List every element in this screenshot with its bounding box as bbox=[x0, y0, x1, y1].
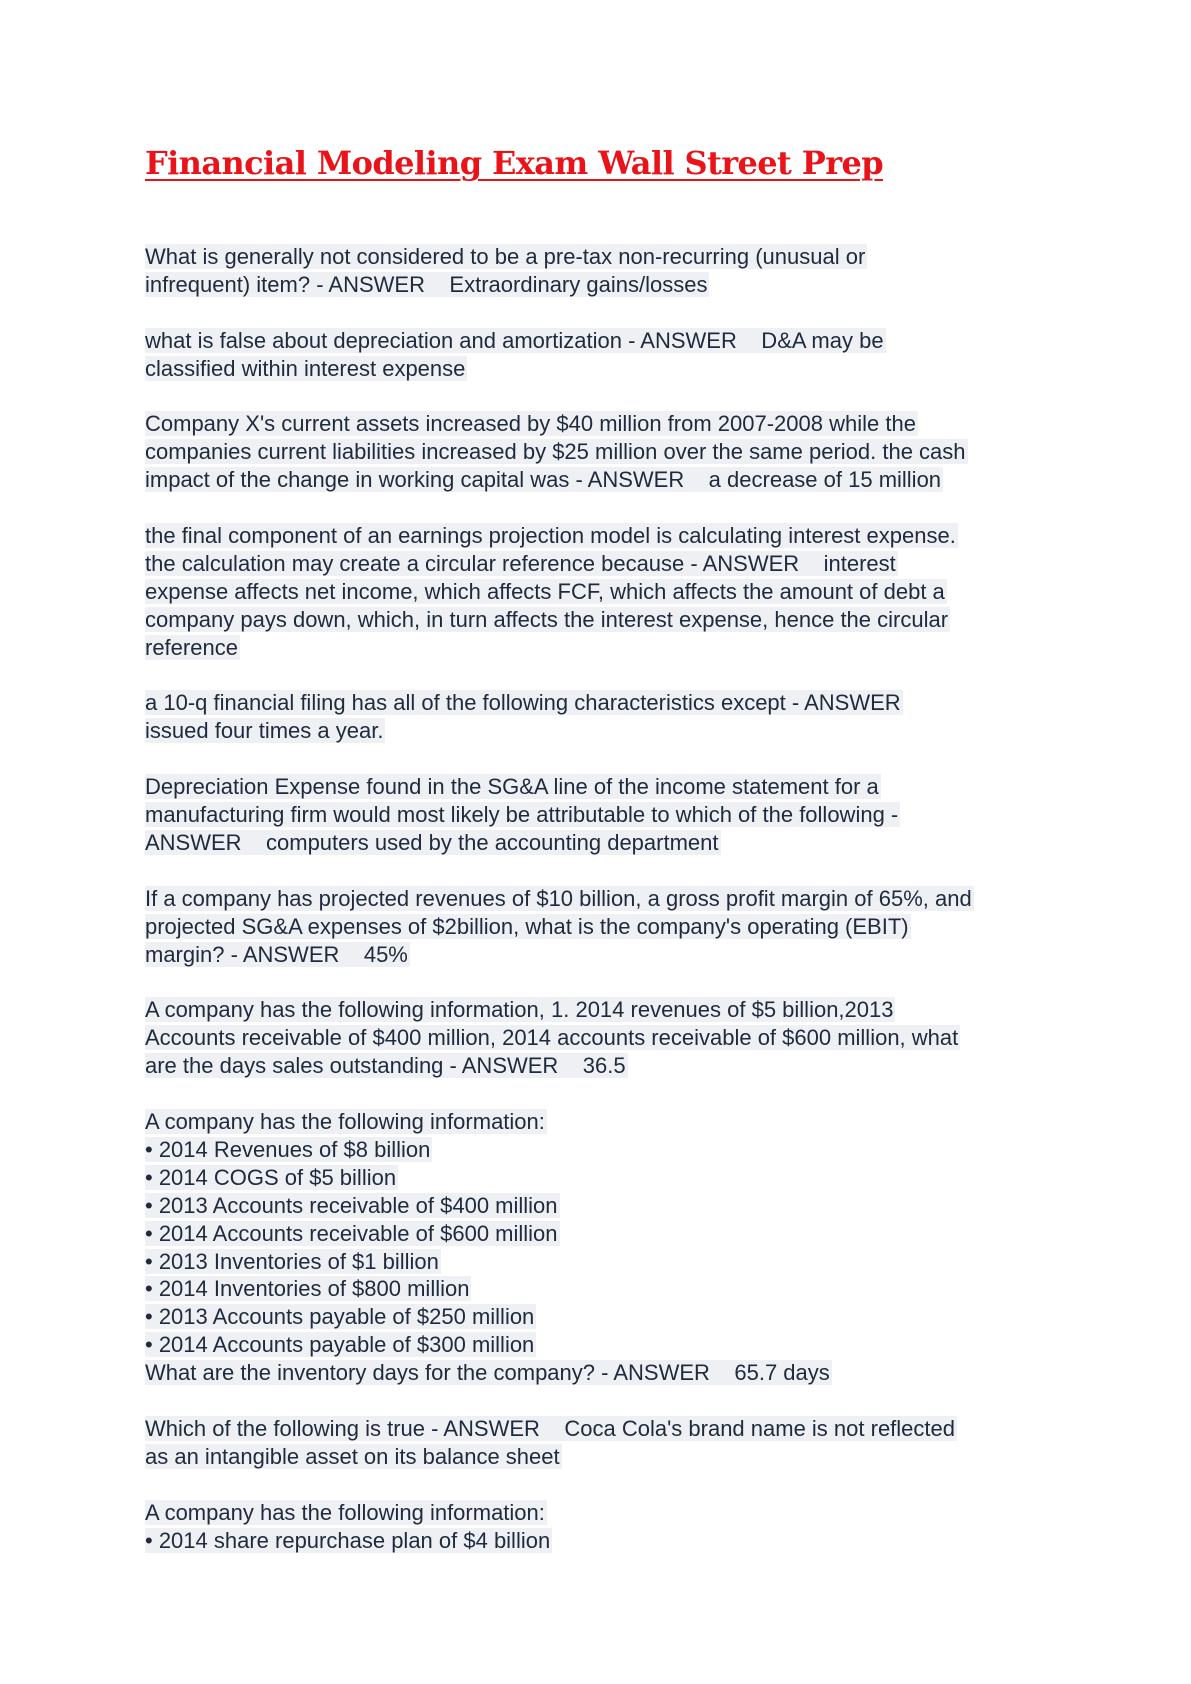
qa-item bbox=[145, 1108, 1075, 1387]
qa-line bbox=[145, 1443, 1075, 1471]
qa-line-text: are the days sales outstanding - ANSWER 36.5 bbox=[145, 1053, 626, 1079]
qa-line-text: issued four times a year. bbox=[145, 718, 384, 744]
qa-line-text: classified within interest expense bbox=[145, 355, 466, 381]
qa-line-text: • 2014 COGS of $5 billion bbox=[145, 1164, 397, 1190]
qa-line-text: companies current liabilities increased by $25 million over the same period. the cash bbox=[145, 439, 966, 465]
qa-line-text: Depreciation Expense found in the SG&A line of the income statement for a bbox=[145, 774, 879, 800]
qa-line bbox=[145, 1359, 1075, 1387]
qa-item bbox=[145, 689, 1075, 745]
qa-line-text: Company X's current assets increased by $40 million from 2007-2008 while the bbox=[145, 411, 916, 437]
qa-line-text: margin? - ANSWER 45% bbox=[145, 941, 408, 967]
qa-item bbox=[145, 522, 1075, 662]
qa-line bbox=[145, 1415, 1075, 1443]
qa-line-text: ANSWER computers used by the accounting department bbox=[145, 829, 719, 855]
qa-line-text: What is generally not considered to be a pre-tax non-recurring (unusual or bbox=[145, 244, 866, 269]
qa-line bbox=[145, 913, 1075, 941]
qa-line-text: A company has the following information: bbox=[145, 1499, 545, 1525]
qa-line-text: Which of the following is true - ANSWER Coca Cola's brand name is not reflected bbox=[145, 1415, 955, 1441]
qa-line bbox=[145, 829, 1075, 857]
qa-line bbox=[145, 327, 1075, 355]
qa-item bbox=[145, 410, 1075, 494]
qa-line bbox=[145, 1499, 1075, 1527]
qa-line bbox=[145, 438, 1075, 466]
qa-item bbox=[145, 327, 1075, 383]
qa-line-text: A company has the following information: bbox=[145, 1108, 545, 1134]
qa-item bbox=[145, 243, 1075, 299]
qa-line bbox=[145, 522, 1075, 550]
qa-line bbox=[145, 1275, 1075, 1303]
qa-line-text: Accounts receivable of $400 million, 2014 accounts receivable of $600 million, what bbox=[145, 1025, 959, 1051]
qa-line bbox=[145, 1136, 1075, 1164]
qa-item bbox=[145, 1499, 1075, 1555]
qa-line-text: • 2013 Accounts payable of $250 million bbox=[145, 1304, 535, 1330]
document-title: Financial Modeling Exam Wall Street Prep bbox=[145, 144, 884, 182]
qa-line bbox=[145, 1024, 1075, 1052]
qa-line-text: • 2014 Accounts receivable of $600 million bbox=[145, 1220, 558, 1246]
qa-item bbox=[145, 773, 1075, 857]
qa-line-text: impact of the change in working capital was - ANSWER a decrease of 15 million bbox=[145, 467, 942, 493]
qa-item bbox=[145, 1415, 1075, 1471]
qa-item bbox=[145, 996, 1075, 1080]
qa-line-text: a 10-q financial filing has all of the following characteristics except - ANSWER bbox=[145, 690, 901, 716]
qa-line bbox=[145, 1248, 1075, 1276]
qa-line bbox=[145, 689, 1075, 717]
qa-line bbox=[145, 466, 1075, 494]
qa-line bbox=[145, 410, 1075, 438]
qa-line-text: company pays down, which, in turn affects the interest expense, hence the circular bbox=[145, 606, 949, 632]
qa-line bbox=[145, 773, 1075, 801]
qa-line-text: • 2014 Revenues of $8 billion bbox=[145, 1136, 431, 1162]
qa-item bbox=[145, 885, 1075, 969]
qa-line bbox=[145, 996, 1075, 1024]
qa-list bbox=[145, 243, 1075, 1582]
qa-line bbox=[145, 634, 1075, 662]
qa-line bbox=[145, 1331, 1075, 1359]
qa-line bbox=[145, 271, 1075, 299]
qa-line-text: • 2013 Accounts receivable of $400 million bbox=[145, 1192, 558, 1218]
qa-line bbox=[145, 1220, 1075, 1248]
qa-line bbox=[145, 355, 1075, 383]
qa-line bbox=[145, 1052, 1075, 1080]
qa-line bbox=[145, 1303, 1075, 1331]
qa-line bbox=[145, 801, 1075, 829]
qa-line bbox=[145, 550, 1075, 578]
qa-line-text: infrequent) item? - ANSWER Extraordinary gains/losses bbox=[145, 271, 708, 297]
qa-line-text: A company has the following information, 1. 2014 revenues of $5 billion,2013 bbox=[145, 997, 894, 1023]
qa-line-text: • 2014 Inventories of $800 million bbox=[145, 1276, 470, 1302]
qa-line-text: reference bbox=[145, 634, 238, 660]
qa-line bbox=[145, 885, 1075, 913]
qa-line-text: the final component of an earnings projection model is calculating interest expense. bbox=[145, 523, 956, 549]
qa-line bbox=[145, 578, 1075, 606]
qa-line bbox=[145, 243, 1075, 271]
qa-line-text: what is false about depreciation and amortization - ANSWER D&A may be bbox=[145, 327, 884, 353]
qa-line-text: • 2014 Accounts payable of $300 million bbox=[145, 1332, 535, 1358]
qa-line bbox=[145, 941, 1075, 969]
qa-line-text: What are the inventory days for the company? - ANSWER 65.7 days bbox=[145, 1360, 830, 1386]
qa-line bbox=[145, 1164, 1075, 1192]
qa-line-text: the calculation may create a circular reference because - ANSWER interest bbox=[145, 550, 896, 576]
qa-line-text: • 2013 Inventories of $1 billion bbox=[145, 1248, 439, 1274]
qa-line-text: projected SG&A expenses of $2billion, what is the company's operating (EBIT) bbox=[145, 913, 909, 939]
qa-line-text: manufacturing firm would most likely be attributable to which of the following - bbox=[145, 802, 899, 828]
qa-line bbox=[145, 717, 1075, 745]
qa-line bbox=[145, 1108, 1075, 1136]
qa-line-text: • 2014 share repurchase plan of $4 billion bbox=[145, 1527, 551, 1553]
qa-line-text: as an intangible asset on its balance sheet bbox=[145, 1443, 560, 1469]
qa-line bbox=[145, 606, 1075, 634]
qa-line-text: If a company has projected revenues of $10 billion, a gross profit margin of 65%, and bbox=[145, 885, 972, 911]
qa-line bbox=[145, 1192, 1075, 1220]
qa-line bbox=[145, 1527, 1075, 1555]
qa-line-text: expense affects net income, which affects FCF, which affects the amount of debt a bbox=[145, 578, 945, 604]
